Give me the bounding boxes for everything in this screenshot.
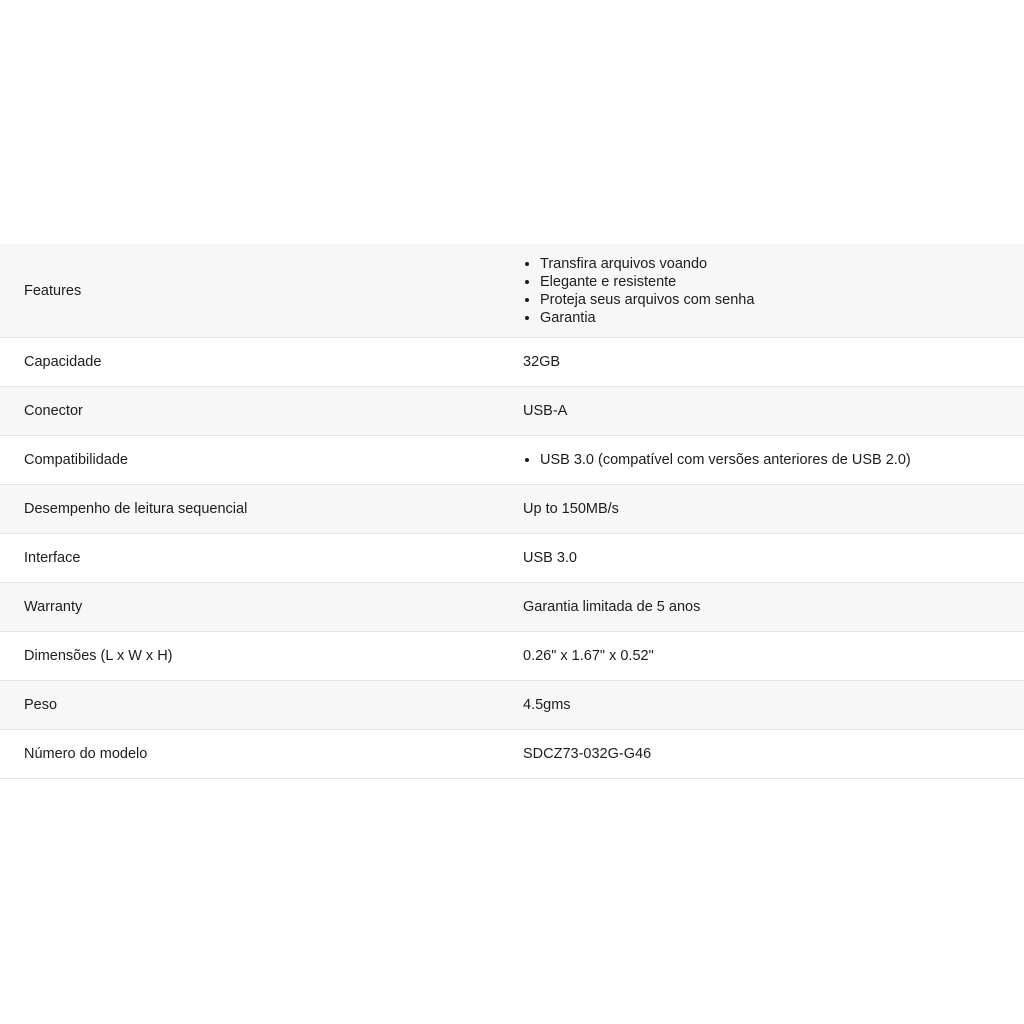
spec-label: Número do modelo xyxy=(24,746,148,762)
spec-row xyxy=(0,338,1024,387)
spec-value: USB-A xyxy=(523,403,568,419)
spec-row xyxy=(0,730,1024,779)
spec-row xyxy=(0,244,1024,338)
spec-row xyxy=(0,534,1024,583)
spec-row xyxy=(0,485,1024,534)
spec-bullet-item: • USB 3.0 (compatível com versões anteriores de USB 2.0) xyxy=(540,451,1000,469)
spec-value: 0.26" x 1.67" x 0.52" xyxy=(523,648,654,664)
spec-row xyxy=(0,632,1024,681)
spec-row xyxy=(0,681,1024,730)
spec-value: Up to 150MB/s xyxy=(523,501,619,517)
spec-bullet-item: • Garantia xyxy=(540,309,1000,327)
spec-bullet-item: • Transfira arquivos voando xyxy=(540,255,1000,273)
spec-label: Interface xyxy=(24,550,81,566)
spec-bullet-item: • Proteja seus arquivos com senha xyxy=(540,291,1000,309)
spec-value: Garantia limitada de 5 anos xyxy=(523,599,701,615)
spec-value xyxy=(523,451,1024,469)
spec-bullet-list xyxy=(523,255,1000,327)
spec-label: Desempenho de leitura sequencial xyxy=(24,501,248,517)
spec-value: SDCZ73-032G-G46 xyxy=(523,746,652,762)
spec-row xyxy=(0,436,1024,485)
spec-label: Conector xyxy=(24,403,83,419)
spec-row xyxy=(0,387,1024,436)
spec-row xyxy=(0,583,1024,632)
spec-label: Capacidade xyxy=(24,354,102,370)
spec-label: Dimensões (L x W x H) xyxy=(24,648,173,664)
product-spec-table xyxy=(0,244,1024,779)
spec-label: Peso xyxy=(24,697,58,713)
spec-label: Compatibilidade xyxy=(24,452,128,468)
spec-bullet-list xyxy=(523,451,1000,469)
spec-bullet-item: • Elegante e resistente xyxy=(540,273,1000,291)
spec-label: Warranty xyxy=(24,599,83,615)
spec-label: Features xyxy=(24,282,82,299)
spec-value: 32GB xyxy=(523,354,561,370)
spec-value xyxy=(523,255,1024,327)
spec-value: USB 3.0 xyxy=(523,550,577,566)
spec-value: 4.5gms xyxy=(523,697,571,713)
